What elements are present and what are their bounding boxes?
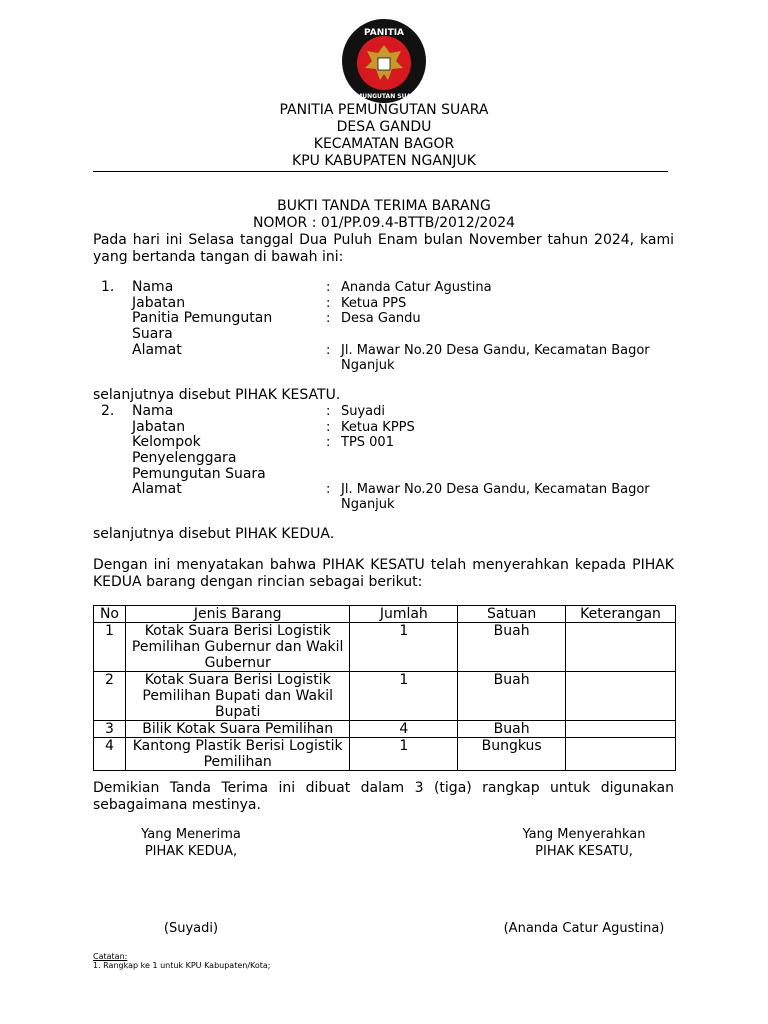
party2-label-kelompok: Kelompok Penyelenggara Pemungutan Suara: [132, 434, 266, 482]
statement-paragraph: Dengan ini menyatakan bahwa PIHAK KESATU telah menyerahkan kepada PIHAK KEDUA barang dengan rincian sebagai berikut:: [93, 557, 674, 590]
party1-label-panitia: Panitia Pemungutan Suara: [132, 310, 273, 342]
party2-colon-2: :: [326, 420, 331, 435]
party2-label-alamat: Alamat: [132, 481, 182, 497]
shield-icon: [378, 58, 390, 70]
party2-value-nama: Suyadi: [341, 404, 386, 419]
party1-label-jabatan: Jabatan: [132, 295, 186, 311]
party2-value-jabatan: Ketua KPPS: [341, 420, 415, 435]
cell-keterangan: [566, 672, 676, 721]
logo-bottom-text: PEMUNGUTAN SUARA: [347, 93, 421, 100]
party1-number: 1.: [101, 279, 115, 295]
header-divider: [93, 171, 668, 172]
signature-left-role: Yang Menerima: [141, 827, 241, 842]
cell-jumlah: 4: [350, 721, 458, 738]
party1-value-panitia: Desa Gandu: [341, 311, 421, 326]
party2-label-nama: Nama: [132, 403, 174, 419]
col-header-no: No: [94, 606, 126, 623]
col-header-satuan: Satuan: [458, 606, 566, 623]
cell-no: 3: [94, 721, 126, 738]
cell-keterangan: [566, 738, 676, 771]
cell-keterangan: [566, 721, 676, 738]
cell-jumlah: 1: [350, 672, 458, 721]
cell-jenis-barang: Kantong Plastik Berisi Logistik Pemilihan: [125, 738, 349, 771]
party1-value-alamat: Jl. Mawar No.20 Desa Gandu, Kecamatan Bagor Nganjuk: [341, 343, 650, 373]
header-line-1: PANITIA PEMUNGUTAN SUARA: [279, 102, 489, 118]
party2-value-alamat: Jl. Mawar No.20 Desa Gandu, Kecamatan Bagor Nganjuk: [341, 482, 650, 512]
party1-colon-4: :: [326, 343, 331, 358]
cell-jumlah: 1: [350, 623, 458, 672]
intro-paragraph: Pada hari ini Selasa tanggal Dua Puluh Enam bulan November tahun 2024, kami yang bertanda tangan di bawah ini:: [93, 232, 674, 265]
kpu-logo: [341, 18, 427, 104]
cell-no: 4: [94, 738, 126, 771]
logo-top-text: PANITIA: [363, 28, 405, 38]
party1-value-nama: Ananda Catur Agustina: [341, 280, 492, 295]
signature-left-party: PIHAK KEDUA,: [144, 844, 238, 859]
table-row: [94, 672, 676, 721]
signature-right-role: Yang Menyerahkan: [522, 827, 646, 842]
header-line-4: KPU KABUPATEN NGANJUK: [292, 153, 476, 169]
cell-jenis-barang: Kotak Suara Berisi Logistik Pemilihan Bupati dan Wakil Bupati: [125, 672, 349, 721]
items-table: [93, 605, 676, 771]
table-header-row: [94, 606, 676, 623]
cell-jenis-barang: Kotak Suara Berisi Logistik Pemilihan Gubernur dan Wakil Gubernur: [125, 623, 349, 672]
party2-colon-1: :: [326, 404, 331, 419]
signature-left-name: (Suyadi): [163, 921, 219, 936]
footnote-line-1: 1. Rangkap ke 1 untuk KPU Kabupaten/Kota;: [93, 961, 271, 970]
cell-satuan: Bungkus: [458, 738, 566, 771]
document-title: BUKTI TANDA TERIMA BARANG: [277, 198, 491, 214]
party2-label-jabatan: Jabatan: [132, 419, 186, 435]
party2-colon-3: :: [326, 435, 331, 450]
party1-colon-1: :: [326, 280, 331, 295]
party2-value-kelompok: TPS 001: [341, 435, 394, 450]
table-row: [94, 721, 676, 738]
footnote-label: Catatan:: [93, 952, 128, 961]
header-line-2: DESA GANDU: [336, 119, 432, 135]
party1-label-alamat: Alamat: [132, 342, 182, 358]
col-header-jumlah: Jumlah: [350, 606, 458, 623]
signature-right-name: (Ananda Catur Agustina): [503, 921, 665, 936]
party2-closing: selanjutnya disebut PIHAK KEDUA.: [93, 526, 335, 542]
cell-no: 1: [94, 623, 126, 672]
cell-no: 2: [94, 672, 126, 721]
cell-jenis-barang: Bilik Kotak Suara Pemilihan: [125, 721, 349, 738]
cell-satuan: Buah: [458, 672, 566, 721]
party1-colon-3: :: [326, 311, 331, 326]
party2-colon-4: :: [326, 482, 331, 497]
table-row: [94, 623, 676, 672]
table-row: [94, 738, 676, 771]
closing-paragraph: Demikian Tanda Terima ini dibuat dalam 3 (tiga) rangkap untuk digunakan sebagaimana mestinya.: [93, 780, 674, 813]
party1-colon-2: :: [326, 296, 331, 311]
cell-jumlah: 1: [350, 738, 458, 771]
col-header-keterangan: Keterangan: [566, 606, 676, 623]
cell-satuan: Buah: [458, 721, 566, 738]
col-header-jenis-barang: Jenis Barang: [125, 606, 349, 623]
party2-number: 2.: [101, 403, 115, 419]
document-number: NOMOR : 01/PP.09.4-BTTB/2012/2024: [252, 215, 516, 231]
cell-keterangan: [566, 623, 676, 672]
cell-satuan: Buah: [458, 623, 566, 672]
party1-value-jabatan: Ketua PPS: [341, 296, 407, 311]
party1-closing: selanjutnya disebut PIHAK KESATU.: [93, 387, 341, 403]
signature-right-party: PIHAK KESATU,: [535, 844, 633, 859]
header-line-3: KECAMATAN BAGOR: [313, 136, 455, 152]
party1-label-nama: Nama: [132, 279, 174, 295]
